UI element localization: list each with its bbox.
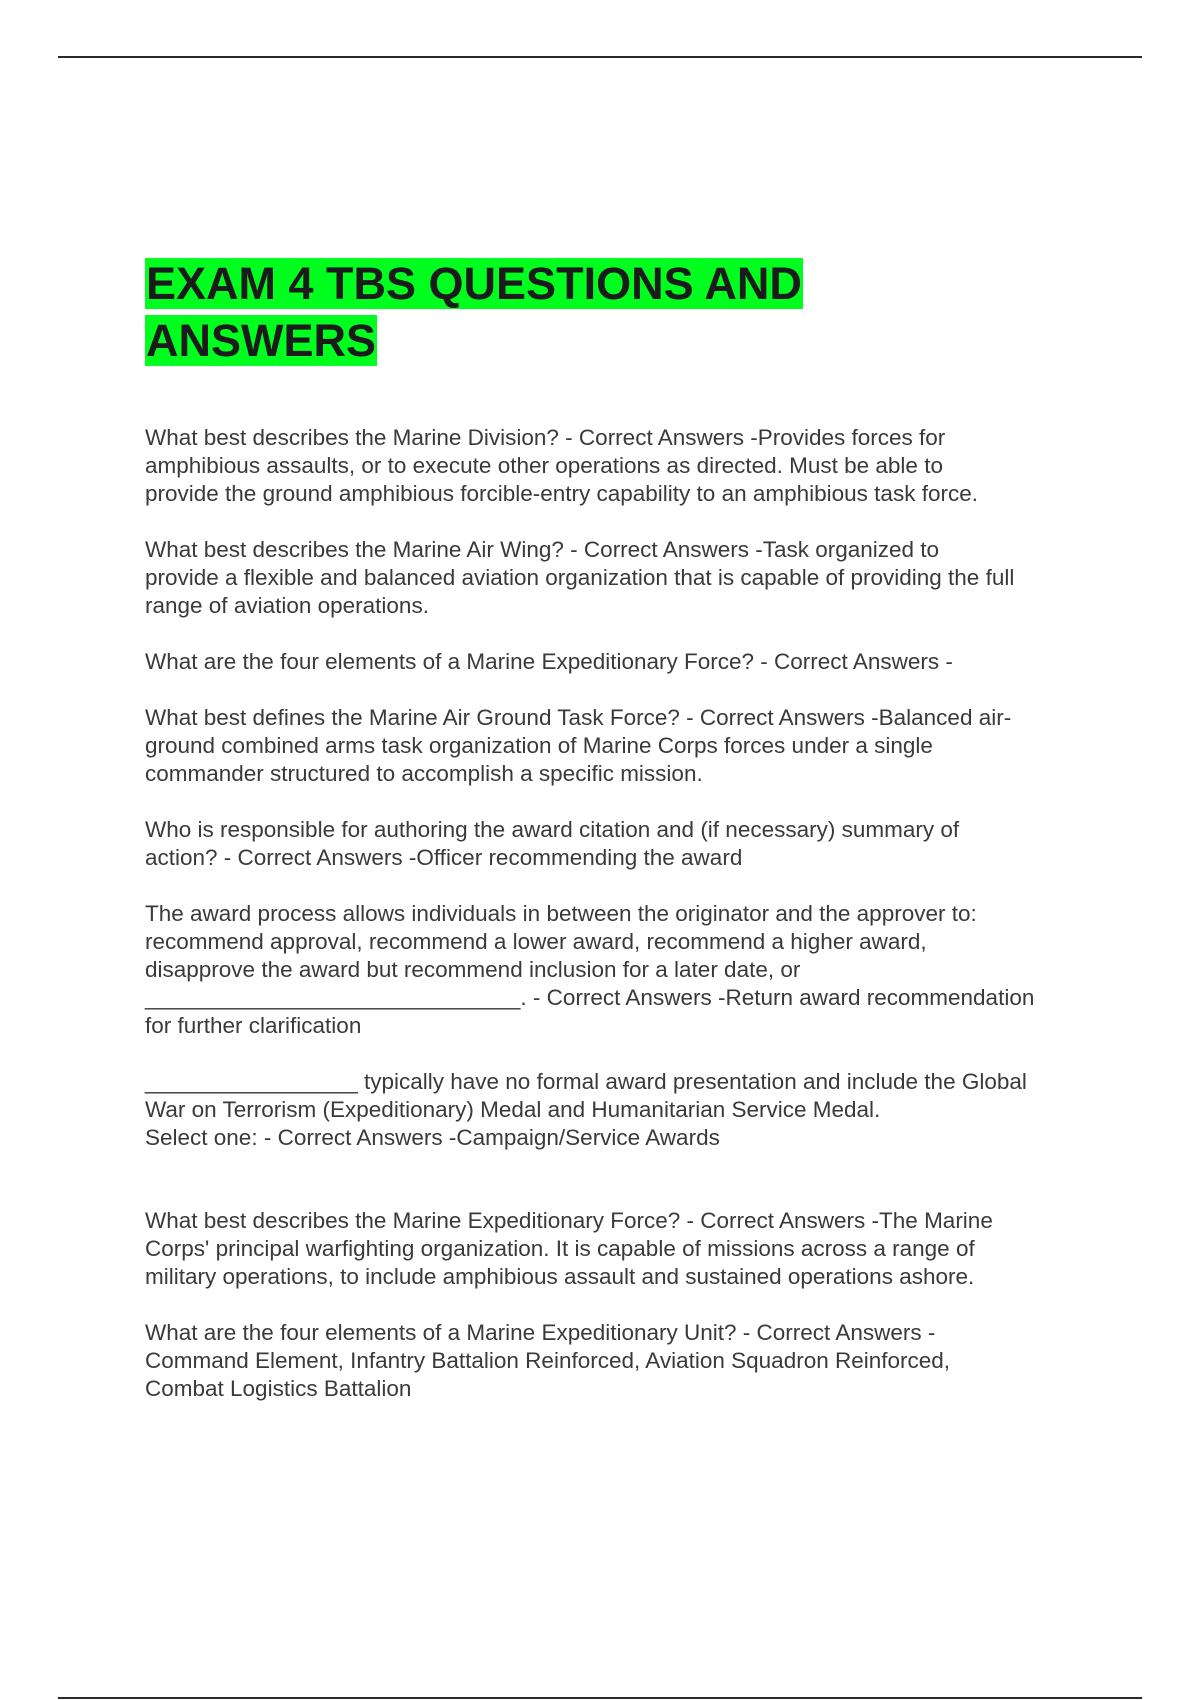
qa-line: ground combined arms task organization of Marine Corps forces under a single (145, 733, 933, 758)
qa-item-meu-elements (145, 1319, 1085, 1403)
qa-item-mef-elements (145, 648, 1085, 676)
bottom-rule (58, 1697, 1142, 1699)
qa-line: for further clarification (145, 1013, 362, 1038)
qa-line: commander structured to accomplish a specific mission. (145, 761, 703, 786)
qa-line: _________________ typically have no formal award presentation and include the Global (145, 1069, 1027, 1094)
qa-item-award-citation (145, 816, 1085, 872)
qa-line: provide the ground amphibious forcible-entry capability to an amphibious task force. (145, 481, 978, 506)
qa-line: What best defines the Marine Air Ground Task Force? - Correct Answers -Balanced air- (145, 705, 1012, 730)
qa-line: ______________________________. - Correct Answers -Return award recommendation (145, 985, 1035, 1010)
qa-line: disapprove the award but recommend inclusion for a later date, or (145, 957, 801, 982)
title-line-2: ANSWERS (146, 315, 377, 366)
qa-line: Combat Logistics Battalion (145, 1376, 412, 1401)
qa-item-magtf (145, 704, 1085, 788)
qa-line: Who is responsible for authoring the award citation and (if necessary) summary of (145, 817, 960, 842)
title-line-1: EXAM 4 TBS QUESTIONS AND (146, 258, 802, 309)
qa-line: amphibious assaults, or to execute other operations as directed. Must be able to (145, 453, 943, 478)
page-title (145, 255, 905, 369)
qa-line: What best describes the Marine Expeditionary Force? - Correct Answers -The Marine (145, 1208, 993, 1233)
qa-line: Command Element, Infantry Battalion Reinforced, Aviation Squadron Reinforced, (145, 1348, 951, 1373)
qa-line: What best describes the Marine Air Wing? - Correct Answers -Task organized to (145, 537, 940, 562)
qa-line: War on Terrorism (Expeditionary) Medal and Humanitarian Service Medal. (145, 1097, 881, 1122)
qa-line: range of aviation operations. (145, 593, 429, 618)
qa-item-mef (145, 1207, 1085, 1291)
top-rule (58, 56, 1142, 58)
qa-line: What are the four elements of a Marine Expeditionary Unit? - Correct Answers - (145, 1320, 936, 1345)
document-title (145, 255, 905, 369)
qa-line: Corps' principal warfighting organization. It is capable of missions across a range of (145, 1236, 975, 1261)
qa-item-marine-air-wing (145, 536, 1085, 620)
qa-line: What are the four elements of a Marine Expeditionary Force? - Correct Answers - (145, 649, 953, 674)
qa-line: recommend approval, recommend a lower award, recommend a higher award, (145, 929, 927, 954)
qa-line: provide a flexible and balanced aviation organization that is capable of providing the full (145, 565, 1015, 590)
qa-line: The award process allows individuals in between the originator and the approver to: (145, 901, 977, 926)
qa-item-marine-division (145, 424, 1085, 508)
qa-item-campaign-awards (145, 1068, 1085, 1152)
qa-line: Select one: - Correct Answers -Campaign/Service Awards (145, 1125, 720, 1150)
qa-line: action? - Correct Answers -Officer recommending the award (145, 845, 743, 870)
qa-list (145, 424, 1085, 1431)
qa-item-award-process (145, 900, 1085, 1040)
qa-line: military operations, to include amphibious assault and sustained operations ashore. (145, 1264, 975, 1289)
qa-line: What best describes the Marine Division? - Correct Answers -Provides forces for (145, 425, 946, 450)
